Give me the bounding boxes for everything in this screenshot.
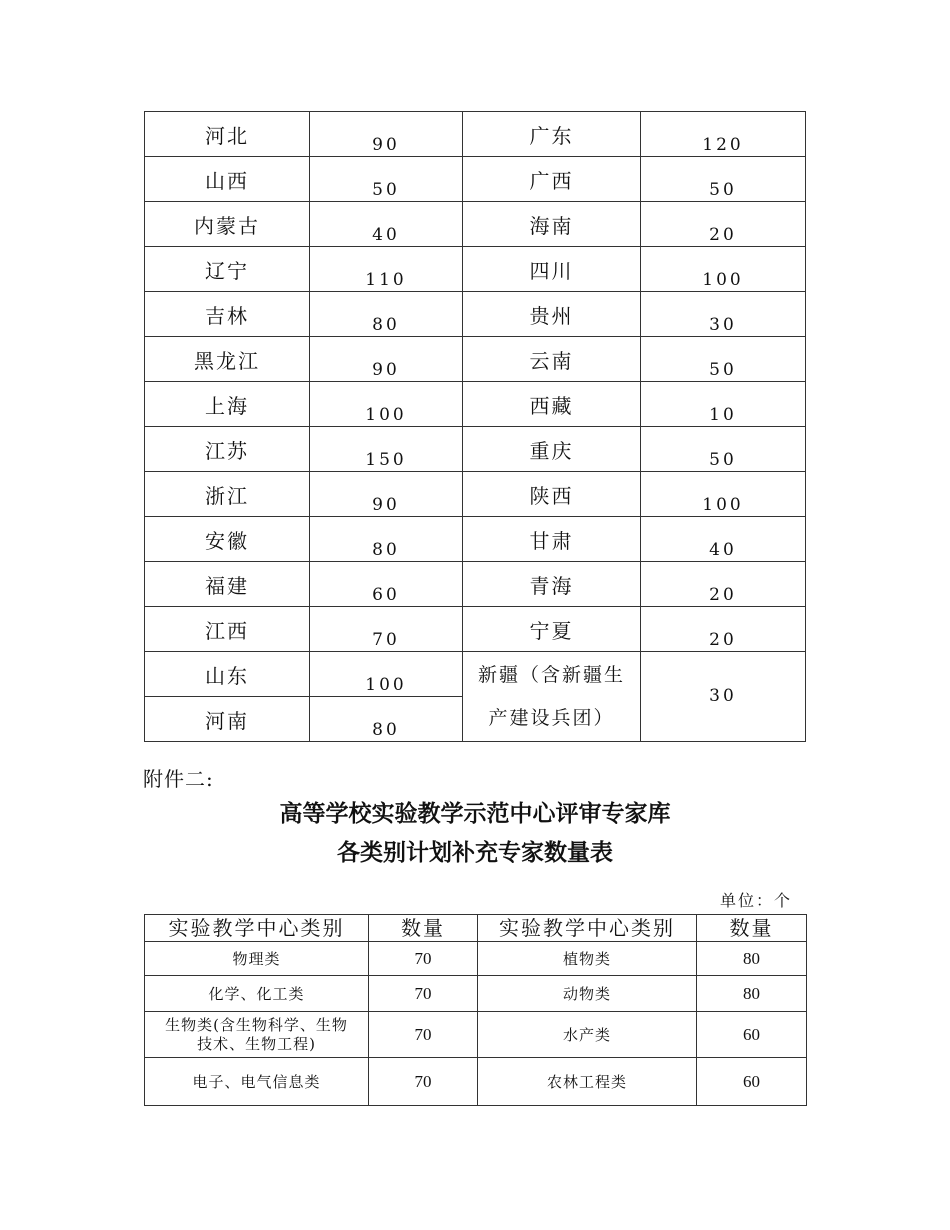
category-count: 80: [697, 942, 807, 976]
table-row: [145, 427, 806, 472]
province-quota-table: [144, 111, 806, 742]
table-row: [145, 607, 806, 652]
province-name-xinjiang: [463, 652, 641, 742]
category-name: 农林工程类: [478, 1058, 697, 1106]
table-row: [145, 562, 806, 607]
table-row: [145, 472, 806, 517]
category-count: 80: [697, 976, 807, 1012]
province-quota: 20: [641, 607, 806, 652]
table-row: [145, 976, 807, 1012]
province-name-line: 新疆（含新疆生: [477, 663, 625, 686]
province-name-line: 产建设兵团）: [488, 706, 615, 729]
province-name: 江苏: [145, 427, 310, 472]
province-quota: 40: [641, 517, 806, 562]
province-quota: 60: [310, 562, 463, 607]
province-quota: 30: [641, 292, 806, 337]
province-quota: 90: [310, 112, 463, 157]
table-row: [145, 382, 806, 427]
category-name-line: 技术、生物工程): [197, 1034, 316, 1053]
province-quota: 30: [641, 652, 806, 742]
province-quota: 150: [310, 427, 463, 472]
province-quota: 90: [310, 472, 463, 517]
table-row: [145, 942, 807, 976]
province-name: 浙江: [145, 472, 310, 517]
table-row: [145, 112, 806, 157]
table-header-row: [145, 915, 807, 942]
province-name: 内蒙古: [145, 202, 310, 247]
province-name: 贵州: [463, 292, 641, 337]
table-row: [145, 652, 806, 697]
table-row: [145, 337, 806, 382]
category-count: 70: [369, 942, 478, 976]
province-quota: 80: [310, 517, 463, 562]
table-row: [145, 247, 806, 292]
category-name: 电子、电气信息类: [145, 1058, 369, 1106]
category-name: 化学、化工类: [145, 976, 369, 1012]
province-quota: 80: [310, 697, 463, 742]
province-name: 福建: [145, 562, 310, 607]
table-row: [145, 1058, 807, 1106]
column-header: 实验教学中心类别: [478, 915, 697, 942]
province-name: 辽宁: [145, 247, 310, 292]
category-name: [145, 1012, 369, 1058]
province-quota: 110: [310, 247, 463, 292]
province-quota: 80: [310, 292, 463, 337]
category-name: 水产类: [478, 1012, 697, 1058]
table-row: [145, 202, 806, 247]
category-name: 植物类: [478, 942, 697, 976]
province-quota: 100: [641, 472, 806, 517]
province-name: 山东: [145, 652, 310, 697]
unit-label: 单位：个: [719, 891, 792, 910]
province-name: 山西: [145, 157, 310, 202]
province-quota: 90: [310, 337, 463, 382]
category-quota-table: [144, 914, 807, 1106]
province-name: 甘肃: [463, 517, 641, 562]
province-quota: 20: [641, 202, 806, 247]
province-name: 宁夏: [463, 607, 641, 652]
category-name: 物理类: [145, 942, 369, 976]
column-header: 数量: [369, 915, 478, 942]
province-name: 广西: [463, 157, 641, 202]
category-count: 60: [697, 1012, 807, 1058]
table-row: [145, 157, 806, 202]
table-row: [145, 292, 806, 337]
province-name: 海南: [463, 202, 641, 247]
category-name-line: 生物类(含生物科学、生物: [165, 1015, 348, 1034]
province-name: 四川: [463, 247, 641, 292]
province-quota: 40: [310, 202, 463, 247]
table-row: [145, 517, 806, 562]
province-quota: 120: [641, 112, 806, 157]
table-row: [145, 1012, 807, 1058]
province-name: 广东: [463, 112, 641, 157]
province-name: 河北: [145, 112, 310, 157]
province-quota: 50: [641, 427, 806, 472]
category-count: 70: [369, 1012, 478, 1058]
province-name: 吉林: [145, 292, 310, 337]
province-name: 云南: [463, 337, 641, 382]
column-header: 数量: [697, 915, 807, 942]
province-name: 重庆: [463, 427, 641, 472]
province-quota: 20: [641, 562, 806, 607]
category-name: 动物类: [478, 976, 697, 1012]
attachment-label: 附件二:: [143, 767, 214, 791]
column-header: 实验教学中心类别: [145, 915, 369, 942]
province-name: 安徽: [145, 517, 310, 562]
province-name: 上海: [145, 382, 310, 427]
province-quota: 50: [310, 157, 463, 202]
category-count: 70: [369, 1058, 478, 1106]
province-name: 青海: [463, 562, 641, 607]
province-quota: 100: [310, 382, 463, 427]
page-title: 高等学校实验教学示范中心评审专家库: [279, 801, 671, 827]
province-quota: 70: [310, 607, 463, 652]
province-name: 江西: [145, 607, 310, 652]
province-quota: 10: [641, 382, 806, 427]
category-count: 70: [369, 976, 478, 1012]
province-name: 河南: [145, 697, 310, 742]
province-quota: 100: [310, 652, 463, 697]
province-name: 陕西: [463, 472, 641, 517]
category-count: 60: [697, 1058, 807, 1106]
province-quota: 50: [641, 157, 806, 202]
page-subtitle: 各类别计划补充专家数量表: [337, 840, 613, 866]
province-name: 西藏: [463, 382, 641, 427]
province-quota: 50: [641, 337, 806, 382]
province-name: 黑龙江: [145, 337, 310, 382]
province-quota: 100: [641, 247, 806, 292]
